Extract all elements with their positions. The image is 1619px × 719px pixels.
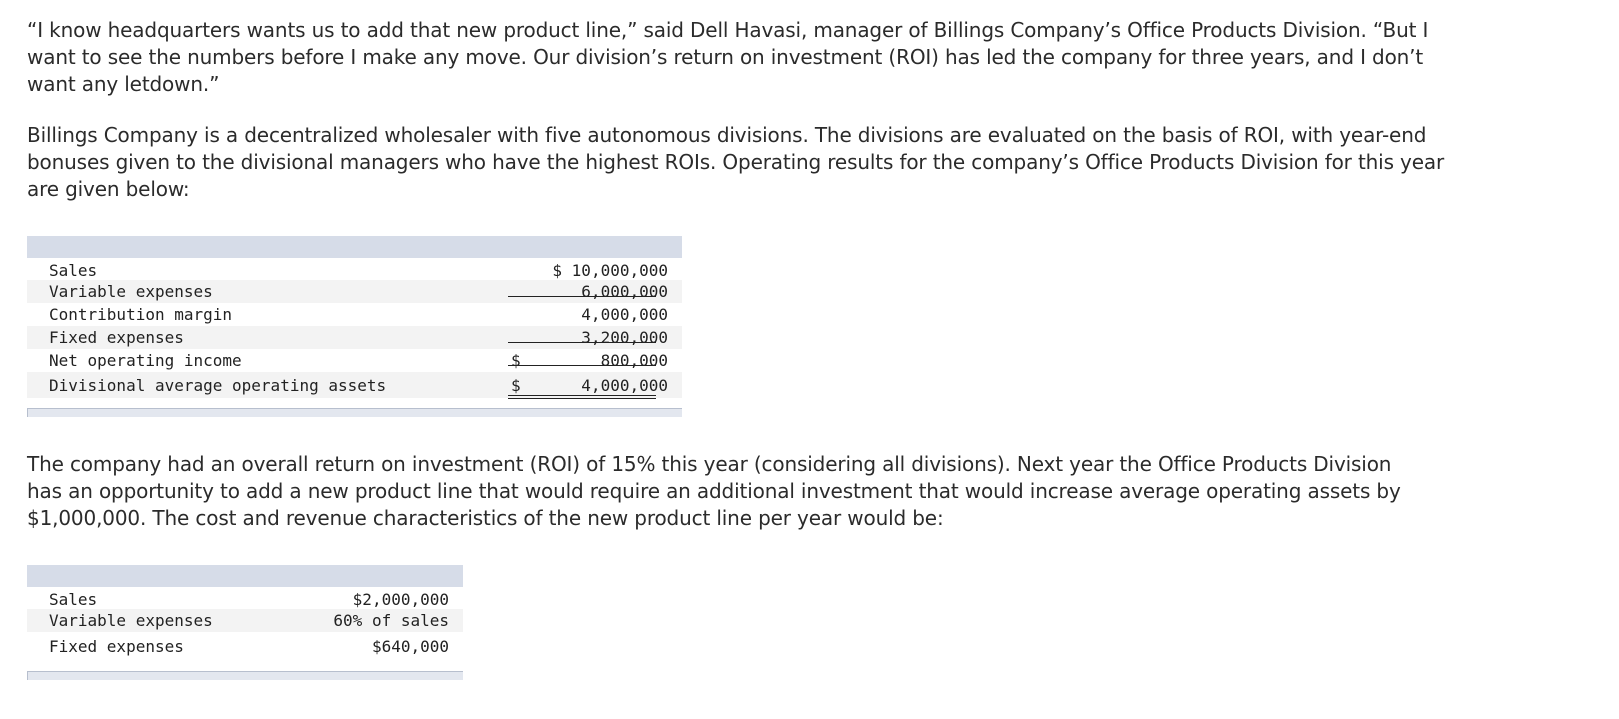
operating-results-table <box>27 236 682 418</box>
dollar-sign: $ <box>511 376 521 395</box>
row-value-sales: $ 10,000,000 <box>552 261 668 280</box>
new-product-line-table <box>27 565 463 681</box>
table-row <box>27 349 682 372</box>
row-label-contribution-margin: Contribution margin <box>49 305 233 324</box>
row-label-fixed-expenses: Fixed expenses <box>49 328 184 347</box>
table-row <box>27 609 463 632</box>
row-label-variable-expenses: Variable expenses <box>49 611 213 630</box>
row-value-variable-expenses: 60% of sales <box>333 611 449 630</box>
row-value-contribution-margin: 4,000,000 <box>581 305 668 324</box>
table-row <box>27 587 463 609</box>
table-row <box>27 258 682 280</box>
row-label-net-operating-income: Net operating income <box>49 351 242 370</box>
company-description-paragraph: Billings Company is a decentralized wholesaler with five autonomous divisions. The divisions are evaluated on the basis of ROI, with year-end bonuses given to the divisional managers who have the highest ROIs. Operating results for the company’s Office Products Division for this year are given below: <box>27 123 1445 201</box>
intro-paragraph: “I know headquarters wants us to add that new product line,” said Dell Havasi, manager of Billings Company’s Office Products Division. “But I want to see the numbers before I make any move. Our division’s return on investment (ROI) has led the company for three years, and I don’t want any letdown.” <box>27 18 1429 96</box>
row-value-divisional-average-operating-assets: 4,000,000 <box>581 376 668 395</box>
table-header-bar <box>27 236 682 258</box>
table-footer-bar <box>27 408 682 417</box>
table-row <box>27 280 682 303</box>
row-label-sales: Sales <box>49 590 98 609</box>
table-row <box>27 632 463 661</box>
row-value-net-operating-income: 800,000 <box>600 351 668 370</box>
table-row <box>27 326 682 349</box>
table-row <box>27 303 682 326</box>
underline <box>508 365 656 366</box>
table-header-bar <box>27 565 463 587</box>
row-label-sales: Sales <box>49 261 98 280</box>
double-underline <box>508 395 656 396</box>
underline <box>508 296 656 297</box>
row-value-variable-expenses: 6,000,000 <box>581 282 668 301</box>
dollar-sign: $ <box>511 351 521 370</box>
row-value-fixed-expenses: $640,000 <box>371 637 449 656</box>
row-value-fixed-expenses: 3,200,000 <box>581 328 668 347</box>
table-footer-bar <box>27 671 463 680</box>
row-label-divisional-average-operating-assets: Divisional average operating assets <box>49 376 387 395</box>
double-underline <box>508 398 656 399</box>
row-value-sales: $2,000,000 <box>352 590 449 609</box>
new-product-line-paragraph: The company had an overall return on investment (ROI) of 15% this year (considering all divisions). Next year the Office Products Division has an opportunity to add a new product line that would require an additional investment that would increase average operating assets by $1,000,000. The cost and revenue characteristics of the new product line per year would be: <box>27 452 1401 530</box>
underline <box>508 342 656 343</box>
row-label-fixed-expenses: Fixed expenses <box>49 637 184 656</box>
row-label-variable-expenses: Variable expenses <box>49 282 213 301</box>
